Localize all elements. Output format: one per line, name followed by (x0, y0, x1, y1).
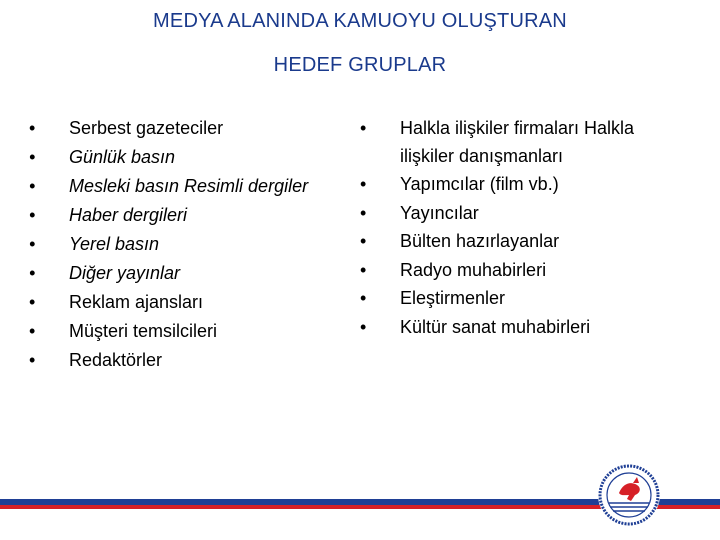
left-bullet-list (26, 114, 356, 375)
university-seal-icon (597, 463, 661, 527)
list-item: • Kültür sanat muhabirleri (357, 313, 687, 342)
slide-title-line-2: HEDEF GRUPLAR (273, 54, 447, 76)
list-item: • Müşteri temsilcileri (26, 317, 356, 346)
list-item: • Haber dergileri (26, 201, 356, 230)
right-bullet-list (357, 114, 687, 341)
list-item: • Halkla ilişkiler firmaları Halkla ilişkiler danışmanları (357, 114, 687, 170)
list-item: • Yerel basın (26, 230, 356, 259)
list-item: • Yapımcılar (film vb.) (357, 170, 687, 199)
list-item: • Eleştirmenler (357, 284, 687, 313)
list-item: • Diğer yayınlar (26, 259, 356, 288)
list-item: • Radyo muhabirleri (357, 256, 687, 285)
list-item: • Mesleki basın Resimli dergiler (26, 172, 356, 201)
list-item: • Bülten hazırlayanlar (357, 227, 687, 256)
list-item: • Günlük basın (26, 143, 356, 172)
list-item: • Yayıncılar (357, 199, 687, 228)
list-item: • Reklam ajansları (26, 288, 356, 317)
list-item: • Serbest gazeteciler (26, 114, 356, 143)
slide-title-line-1: MEDYA ALANINDA KAMUOYU OLUŞTURAN (153, 10, 567, 32)
list-item: • Redaktörler (26, 346, 356, 375)
